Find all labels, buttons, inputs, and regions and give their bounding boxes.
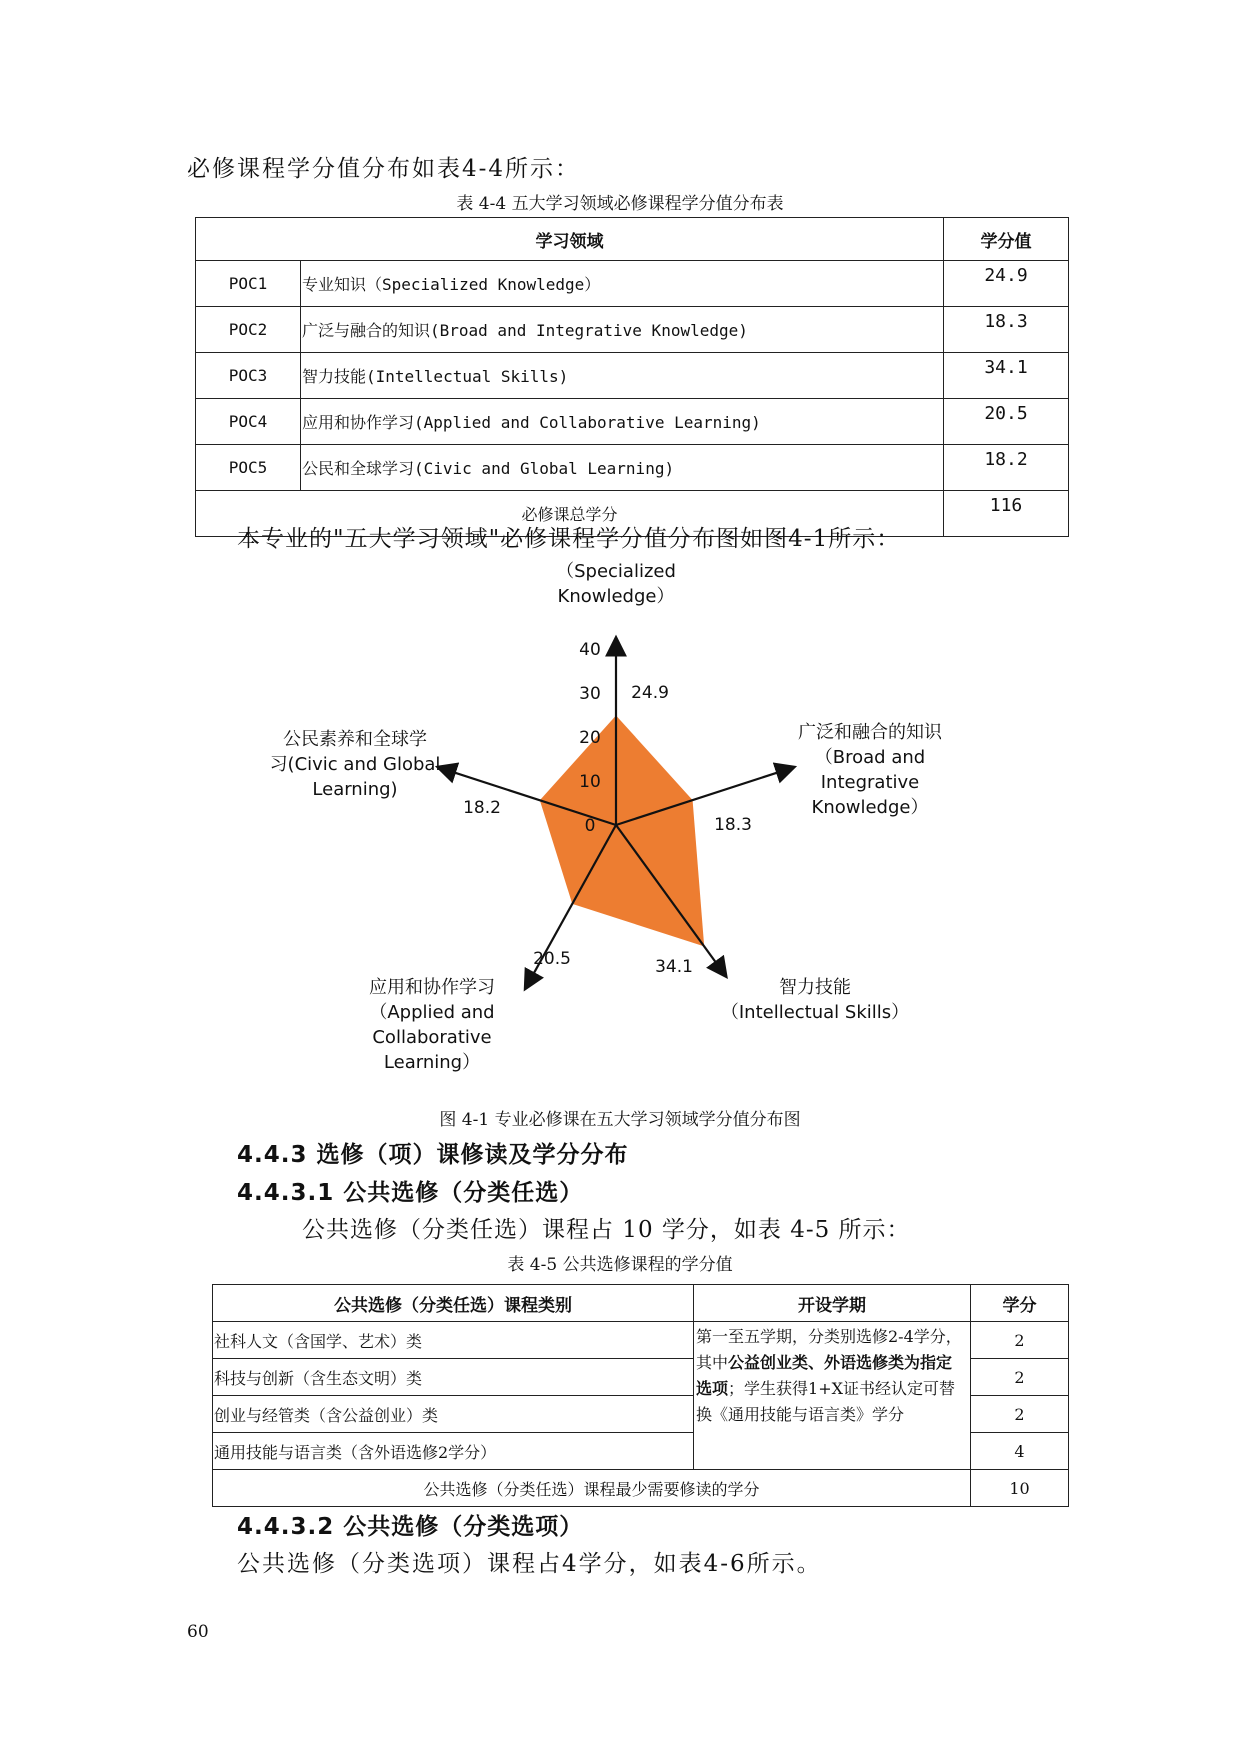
- row-category: 通用技能与语言类（含外语选修2学分）: [213, 1433, 694, 1470]
- header-term: 开设学期: [694, 1285, 971, 1322]
- header-domain: 学习领域: [196, 218, 944, 261]
- note-text: 第一至五学期，分类别选修2-4学分，其中: [696, 1327, 962, 1372]
- row-credit: 2: [971, 1396, 1069, 1433]
- table-row: [196, 353, 1069, 399]
- table1-caption: 表 4-4 五大学习领域必修课程学分值分布表: [456, 194, 784, 214]
- data-label: 24.9: [631, 683, 669, 703]
- table2-caption: 表 4-5 公共选修课程的学分值: [507, 1255, 733, 1275]
- radar-chart: [0, 560, 1240, 1080]
- table-total-row: [213, 1470, 1069, 1507]
- tick-label: 20: [579, 728, 601, 748]
- table-row: [213, 1322, 1069, 1359]
- row-name: 广泛与融合的知识(Broad and Integrative Knowledge): [301, 307, 944, 353]
- row-credit: 4: [971, 1433, 1069, 1470]
- table-row: [196, 445, 1069, 491]
- axis-label: 广泛和融合的知识（Broad and Integrative Knowledge）: [798, 722, 942, 818]
- row-value: 24.9: [944, 261, 1069, 307]
- axis-label: 公民素养和全球学习(Civic and Global Learning): [269, 729, 441, 800]
- intro-text-2: 本专业的"五大学习领域"必修课程学分值分布图如图4-1所示：: [237, 526, 901, 552]
- paragraph-4-4-3-1: 公共选修（分类任选）课程占 10 学分，如表 4-5 所示：: [302, 1217, 911, 1243]
- data-label: 18.3: [714, 815, 752, 835]
- heading-4-4-3-2: 4.4.3.2 公共选修（分类选项）: [237, 1514, 584, 1540]
- tick-label: 30: [579, 684, 601, 704]
- table-row: [196, 261, 1069, 307]
- tick-label: 0: [584, 816, 596, 836]
- row-category: 社科人文（含国学、艺术）类: [213, 1322, 694, 1359]
- note-bold-text: 公益创业类、外语选修类为指定选项: [696, 1353, 953, 1398]
- total-label: 公共选修（分类任选）课程最少需要修读的学分: [213, 1470, 971, 1507]
- table-row: [196, 399, 1069, 445]
- table-public-electives: [212, 1284, 1069, 1507]
- data-label: 34.1: [655, 957, 693, 977]
- figure-caption: 图 4-1 专业必修课在五大学习领域学分值分布图: [439, 1110, 801, 1130]
- row-code: POC3: [196, 353, 301, 399]
- row-code: POC1: [196, 261, 301, 307]
- axis-label: 智力技能（Intellectual Skills）: [720, 977, 910, 1023]
- heading-4-4-3-1: 4.4.3.1 公共选修（分类任选）: [237, 1180, 584, 1206]
- row-value: 18.2: [944, 445, 1069, 491]
- header-credit: 学分: [971, 1285, 1069, 1322]
- intro-text-1: 必修课程学分值分布如表4-4所示：: [187, 156, 581, 182]
- data-label: 20.5: [533, 949, 571, 969]
- axis-label: （Specialized Knowledge）: [556, 561, 676, 607]
- row-code: POC4: [196, 399, 301, 445]
- table-row: [196, 307, 1069, 353]
- total-value: 10: [971, 1470, 1069, 1507]
- data-label: 18.2: [463, 798, 501, 818]
- page-number: 60: [187, 1622, 209, 1642]
- row-value: 34.1: [944, 353, 1069, 399]
- total-label: 必修课总学分: [196, 491, 944, 537]
- row-name: 智力技能(Intellectual Skills): [301, 353, 944, 399]
- table-credit-distribution: [195, 217, 1069, 537]
- row-value: 20.5: [944, 399, 1069, 445]
- axis-label: 应用和协作学习（Applied and Collaborative Learning）: [369, 977, 495, 1073]
- row-credit: 2: [971, 1359, 1069, 1396]
- row-category: 创业与经管类（含公益创业）类: [213, 1396, 694, 1433]
- header-category: 公共选修（分类任选）课程类别: [213, 1285, 694, 1322]
- tick-label: 10: [579, 772, 601, 792]
- paragraph-4-4-3-2: 公共选修（分类选项）课程占4学分，如表4-6所示。: [237, 1551, 822, 1577]
- row-category: 科技与创新（含生态文明）类: [213, 1359, 694, 1396]
- term-note: [694, 1322, 971, 1470]
- table-header-row: [196, 218, 1069, 261]
- row-name: 应用和协作学习(Applied and Collaborative Learning): [301, 399, 944, 445]
- heading-4-4-3: 4.4.3 选修（项）课修读及学分分布: [237, 1142, 629, 1168]
- table-header-row: [213, 1285, 1069, 1322]
- row-code: POC2: [196, 307, 301, 353]
- row-name: 专业知识（Specialized Knowledge）: [301, 261, 944, 307]
- tick-label: 40: [579, 640, 601, 660]
- header-value: 学分值: [944, 218, 1069, 261]
- row-code: POC5: [196, 445, 301, 491]
- row-credit: 2: [971, 1322, 1069, 1359]
- total-value: 116: [944, 491, 1069, 537]
- note-text-2: ；学生获得1+X证书经认定可替换《通用技能与语言类》学分: [696, 1379, 955, 1424]
- row-name: 公民和全球学习(Civic and Global Learning): [301, 445, 944, 491]
- row-value: 18.3: [944, 307, 1069, 353]
